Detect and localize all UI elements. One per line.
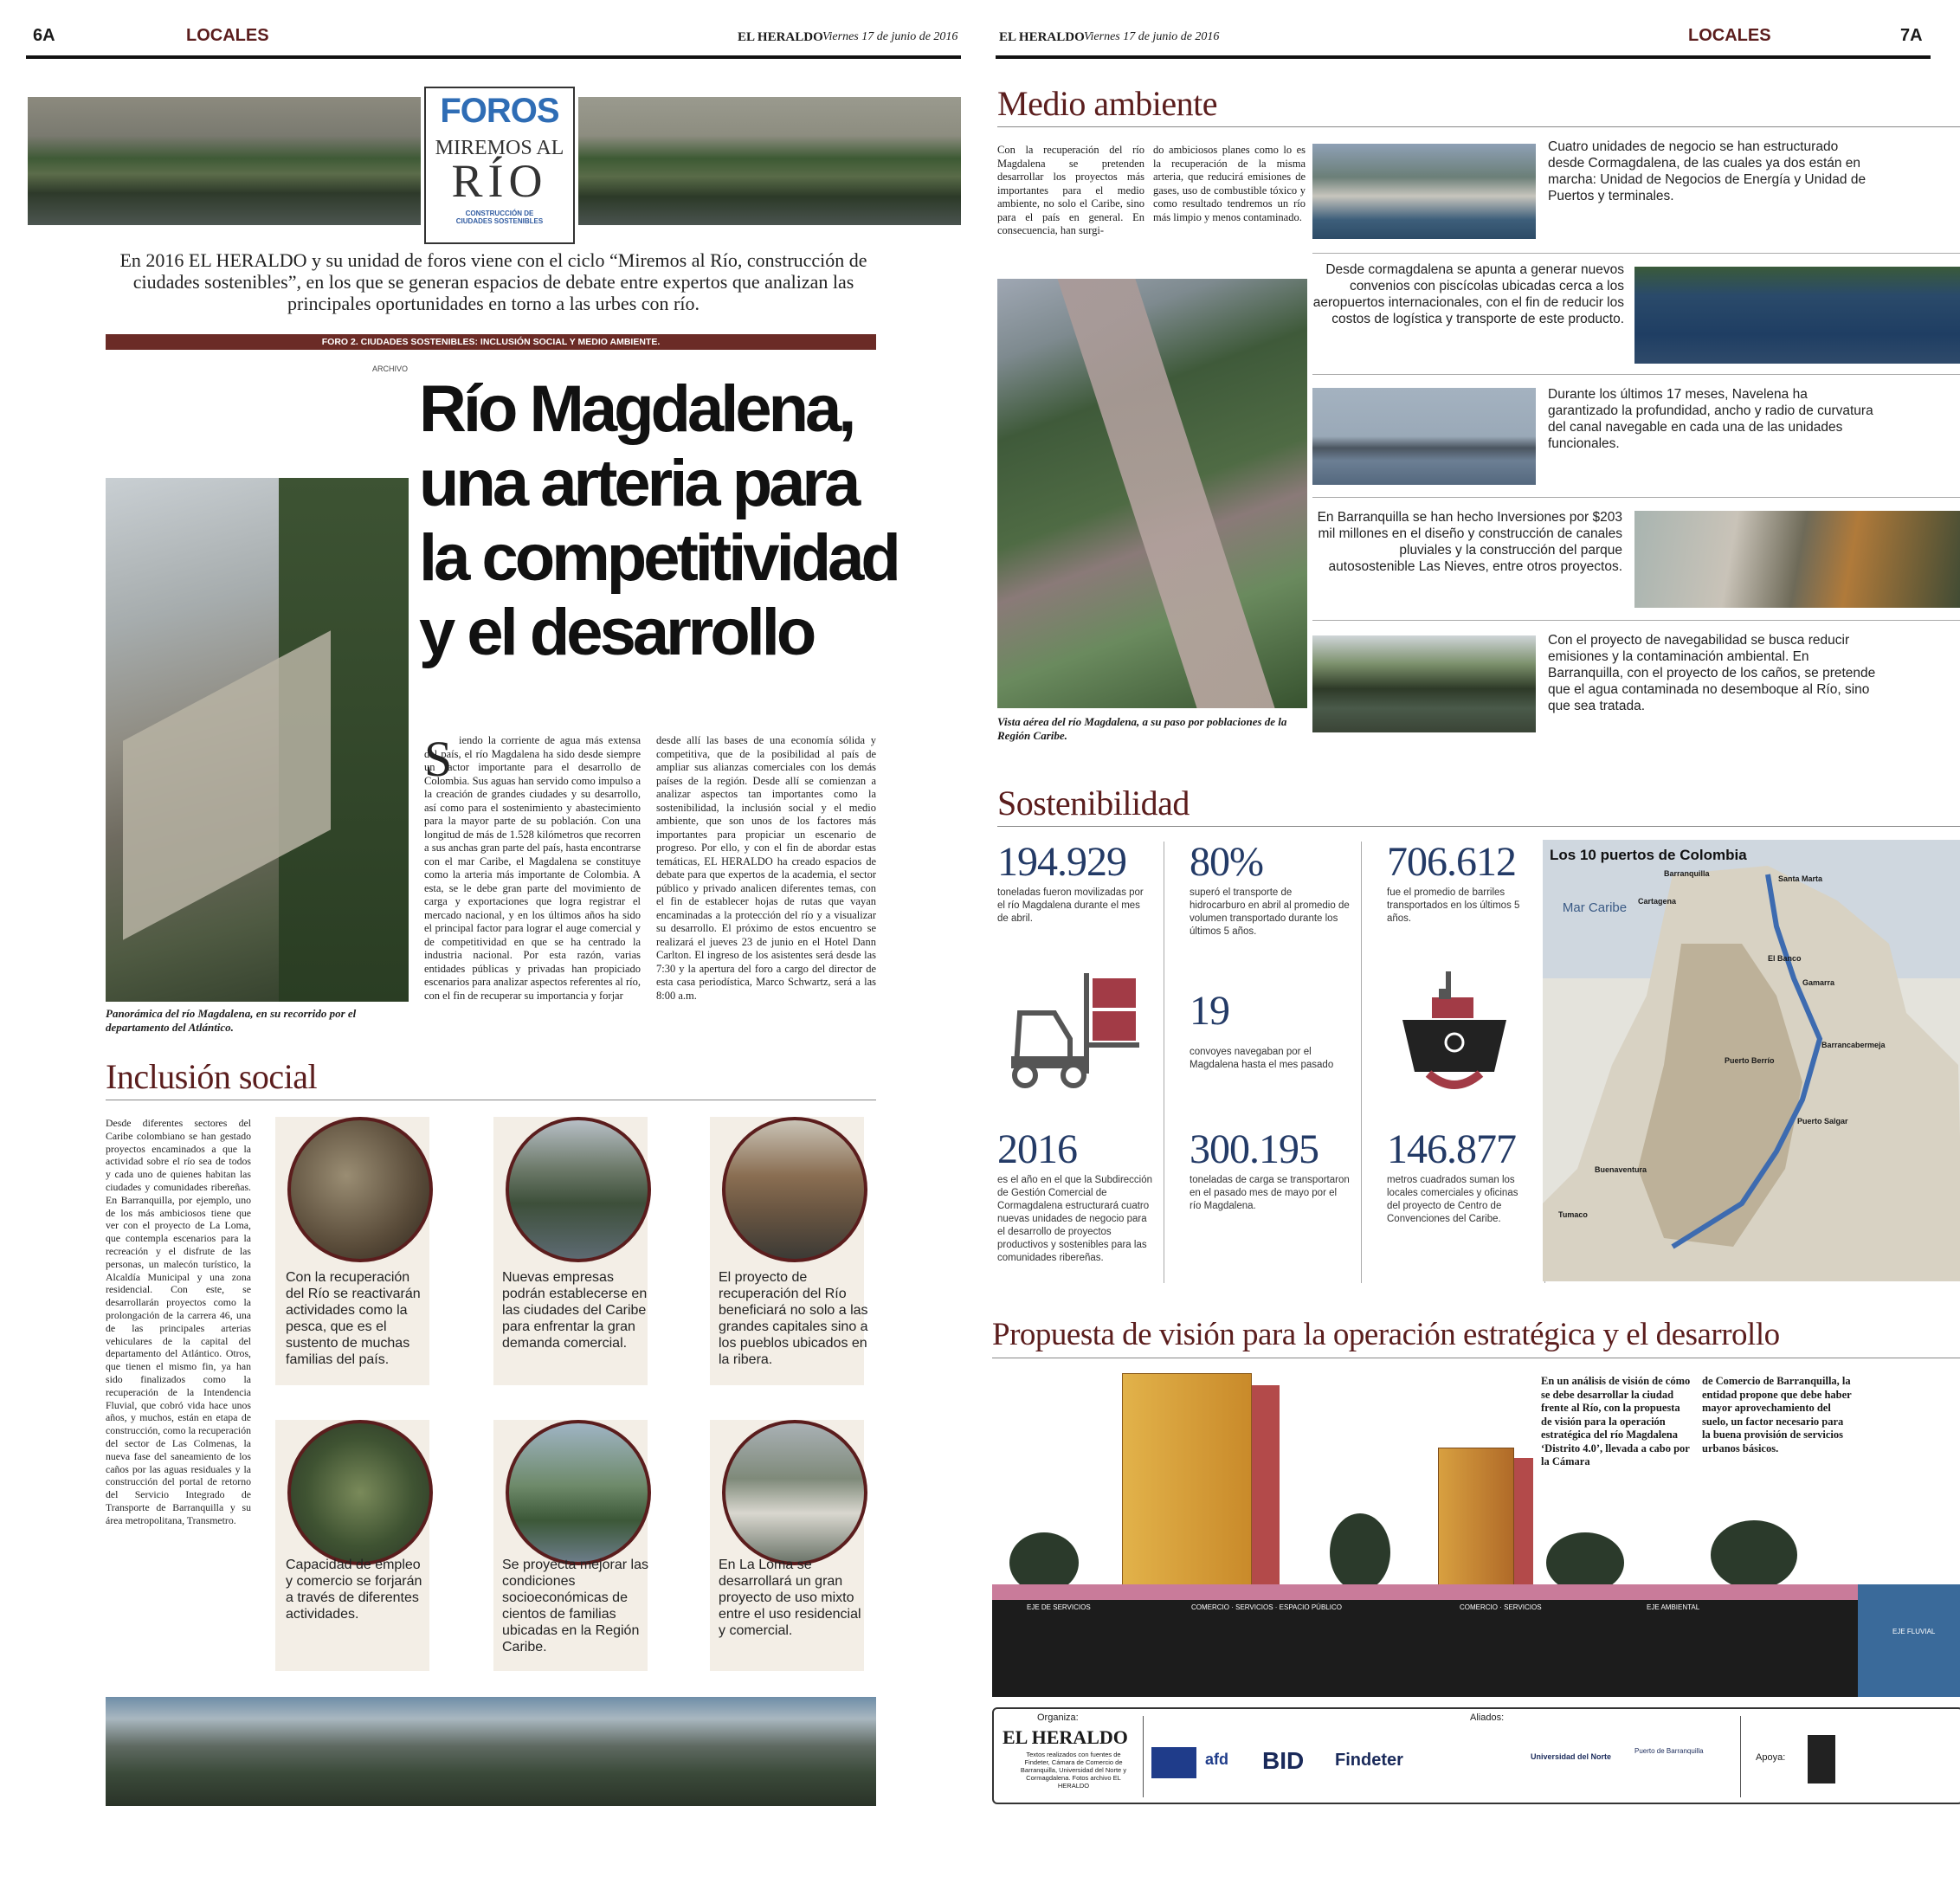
medio-item: En Barranquilla se han hecho Inversiones por $203 mil millones en el diseño y construcción de canales pluviales y la construcción del parque autosostenible Las Nieves, entre otros proyectos. — [1317, 510, 1622, 574]
medio-item: Desde cormagdalena se apunta a generar nuevos convenios con piscícolas ubicadas cerca a los aeropuertos internacionales, con el fin de reducir los costos de logística y transporte de este producto. — [1312, 262, 1624, 326]
stat-number: 194.929 — [997, 839, 1126, 885]
apoya-logo-icon — [1808, 1735, 1835, 1783]
headline-line: y el desarrollo — [419, 596, 814, 669]
park-photo — [287, 1420, 433, 1565]
sponsor-note: Textos realizados con fuentes de Findeter, Cámara de Comercio de Barranquilla, Universidad del Norte y Cormagdalena. Fotos archivo EL HERALDO — [1020, 1751, 1127, 1790]
headline-line: una arteria para — [419, 447, 858, 520]
afd-logo: afd — [1205, 1751, 1228, 1768]
puerto-logo: Puerto de Barranquilla — [1634, 1747, 1704, 1755]
circle-caption: Se proyecta mejorar las condiciones socioeconómicas de cientos de familias ubicadas en la Región Caribe. — [502, 1558, 648, 1654]
date: Viernes 17 de junio de 2016 — [1084, 30, 1220, 43]
inclusion-text: Desde diferentes sectores del Caribe colombiano se han gestado proyectos encaminados a que la actividad sobre el río sea de todos y cada uno de quienes habitan las ciudades y comunidades ribereñas. En Barranquilla, por ejemplo, uno de los más ambiciosos tiene que ver con el proyecto de La Loma, que contempla escenarios para la recreación y el disfrute de las personas, un malecón turístico, la Alcaldía Municipal y una zona residencial. Con este, se desarrollarán proyectos como la prolongación de la carrera 46, una de las principales arterias vehiculares de la capital del departamento del Atlántico. Otros, que tienen el mismo fin, ya han sido finalizados como la recuperación de la Intendencia Fluvial, que cobró vida hace unos años, y muchos, están en etapa de construcción, como la recuperación del sector de Las Colmenas, la nueva fase del saneamiento de los caños por las aguas residuales y la construcción del portal de retorno del Servicio Integrado de Transporte de Barranquilla y su área metropolitana, Transmetro. — [106, 1117, 251, 1526]
medio-item: Cuatro unidades de negocio se han estructurado desde Cormagdalena, de las cuales ya dos están en marcha: Unidad de Negocios de Energía y Unidad de Puertos y terminales. — [1548, 139, 1867, 203]
sostenibilidad-title: Sostenibilidad — [997, 784, 1190, 822]
propuesta-col-2: de Comercio de Barranquilla, la entidad propone que debe haber mayor aprovechamiento del suelo, un factor necesario para la buena provisión de servicios urbanos básicos. — [1702, 1375, 1852, 1455]
stat-text: es el año en el que la Subdirección de Gestión Comercial de Cormagdalena estructurará cuatro nuevas unidades de negocio para el desarrollo de proyectos productivos y sostenibles para las comunidades ribereñas. — [997, 1175, 1153, 1263]
ports-map — [1543, 840, 1960, 1281]
sponsor-divider — [1143, 1716, 1144, 1797]
body-col-2: desde allí las bases de una economía sólida y competitiva, que de la posibilidad al país de ampliar sus alianzas comerciales con los demás países de la región. Desde allí se comienzan a analizar aspectos tan importantes como la sostenibilidad, la inclusión social y el medio ambiente, que son unos de los factores más importantes para propiciar un escenario de progreso. Por ello, y con el fin de abordar estas temáticas, EL HERALDO ha creado espacios de debate para que expertos de la academia, el sector público y privado analicen diferentes temas, con el fin de establecer hojas de rutas que vayan encaminadas a la protección del río y a visualizar su desarrollo. El próximo de estos encuentro se realizará el jueves 23 de junio en el Hotel Dann Carlton. El ingreso de los asistentes será desde las 7:30 y la apertura del foro a cargo del director de esta casa periodística, Marco Schwartz, será a las 8:00 a.m. — [656, 734, 876, 1002]
medio-photo-1 — [1312, 144, 1536, 239]
building-photo — [722, 1117, 867, 1262]
bid-logo: BID — [1262, 1747, 1305, 1774]
date: Viernes 17 de junio de 2016 — [822, 30, 958, 43]
body-col-1: iendo la corriente de agua más extensa del país, el río Magdalena ha sido desde siempre un factor importante para el desarrollo de Colombia. Sus aguas han servido como impulso a la creación de grandes ciudades y su desarrollo, así como para el sostenimiento y abastecimiento para la mayor parte de su población. Con una longitud de más de 1.528 kilómetros que recorren a sus anchas gran parte del país, hasta encontrarse con el mar Caribe, el Magdalena se constituye como la arteria más importante de Colombia. A esta, se le debe gran parte del movimiento de carga y exportaciones que logra registrar el mercado nacional, y en los últimos años ha sido el principal factor para lograr el auge comercial y de competitividad en que se ha centrado la industria nacional. Por esta razón, varias entidades públicas y privadas han propiciado escenarios para analizar aspectos referentes al río, con el fin de recuperar su importancia y forjar — [424, 734, 641, 1002]
forklift-icon — [1003, 970, 1150, 1091]
banner-photo-left — [28, 97, 421, 225]
port-label: Cartagena — [1638, 897, 1677, 906]
medio-item: Durante los últimos 17 meses, Navelena ha garantizado la profundidad, ancho y radio de curvatura del canal navegable en cada una de las unidades funcionales. — [1548, 387, 1873, 451]
aerial-river-photo — [997, 279, 1307, 708]
aliados-label: Aliados: — [1470, 1713, 1505, 1723]
propuesta-title: Propuesta de visión para la operación estratégica y el desarrollo — [992, 1317, 1780, 1352]
photo-caption: Panorámica del río Magdalena, en su recorrido por el departamento del Atlántico. — [106, 1007, 357, 1034]
medio-divider — [1312, 620, 1960, 621]
waterfront-photo — [506, 1420, 651, 1565]
medio-divider — [1312, 497, 1960, 498]
port-label: Santa Marta — [1778, 874, 1823, 883]
urban-illustration — [992, 1368, 1960, 1697]
sostenibilidad-rule — [997, 826, 1960, 827]
circle-caption: En La Loma se desarrollará un gran proyecto de uso mixto entre el uso residencial y comercial. — [719, 1558, 861, 1638]
tower-1 — [1122, 1373, 1252, 1590]
section-label: LOCALES — [186, 26, 269, 45]
city-photo — [506, 1117, 651, 1262]
stat-number: 19 — [1190, 988, 1229, 1034]
headline — [419, 372, 904, 670]
foros-line1: MIREMOS AL — [435, 137, 564, 159]
heraldo-logo: EL HERALDO — [1003, 1726, 1128, 1748]
axis-label: EJE AMBIENTAL — [1647, 1603, 1700, 1611]
stat-text: convoyes navegaban por el Magdalena hasta el mes pasado — [1190, 1047, 1334, 1070]
stat-text: toneladas de carga se transportaron en el pasado mes de mayo por el río Magdalena. — [1190, 1175, 1350, 1211]
stat-number: 146.877 — [1387, 1126, 1516, 1172]
fishing-photo — [287, 1117, 433, 1262]
stat-text: fue el promedio de barriles transportados en los últimos 5 años. — [1387, 887, 1520, 924]
axis-label: COMERCIO · SERVICIOS · ESPACIO PÚBLICO — [1191, 1603, 1342, 1611]
port-label: Barrancabermeja — [1821, 1041, 1886, 1049]
tower-2-side — [1514, 1458, 1533, 1590]
medio-rule — [997, 126, 1960, 127]
sponsor-box — [992, 1707, 1960, 1804]
foros-word: FOROS — [440, 92, 559, 130]
circle-caption: El proyecto de recuperación del Río beneficiará no solo a las grandes capitales sino a los pueblos ubicados en la ribera. — [719, 1270, 868, 1367]
tree — [1711, 1520, 1797, 1590]
tree — [1330, 1513, 1390, 1591]
axis-label: EJE DE SERVICIOS — [1027, 1603, 1091, 1611]
pedestrian-walk — [992, 1584, 1858, 1600]
circle-caption: Con la recuperación del Río se reactivarán actividades como la pesca, que es el sustento de muchas familias del país. — [286, 1270, 421, 1367]
ship-icon — [1394, 966, 1515, 1096]
tower-1-side — [1252, 1385, 1280, 1590]
header-rule — [996, 55, 1931, 59]
map-sea-label: Mar Caribe — [1562, 900, 1628, 915]
stat-number: 2016 — [997, 1126, 1077, 1172]
la-loma-photo — [722, 1420, 867, 1565]
medio-photo-2 — [1634, 267, 1960, 364]
foro-banner: FORO 2. CIUDADES SOSTENIBLES: INCLUSIÓN SOCIAL Y MEDIO AMBIENTE. — [106, 334, 876, 350]
stat-number: 300.195 — [1190, 1126, 1318, 1172]
page-number: 6A — [33, 26, 55, 45]
eu-flag-icon — [1151, 1747, 1196, 1778]
headline-line: Río Magdalena, — [419, 372, 854, 446]
port-label: Gamarra — [1802, 978, 1835, 987]
medio-title: Medio ambiente — [997, 84, 1218, 123]
circle-caption: Nuevas empresas podrán establecerse en las ciudades del Caribe para enfrentar la gran demanda comercial. — [502, 1270, 648, 1351]
intro-text: En 2016 EL HERALDO y su unidad de foros viene con el ciclo “Miremos al Río, construcción de ciudades sostenibles”, en los que se generan espacios de debate entre expertos que analizan las principales oportunidades en torno a las urbes con río. — [119, 249, 867, 314]
right-page — [980, 0, 1960, 1877]
headline-line: la competitividad — [419, 521, 898, 595]
port-label: Tumaco — [1558, 1210, 1588, 1219]
stat-divider — [1361, 842, 1362, 1283]
masthead: EL HERALDO — [738, 30, 823, 44]
drop-cap: S — [424, 731, 453, 787]
stat-text: toneladas fueron movilizadas por el río Magdalena durante el mes de abril. — [997, 887, 1144, 924]
medio-divider — [1312, 374, 1960, 375]
medio-divider — [1312, 253, 1960, 254]
axis-label: COMERCIO · SERVICIOS — [1460, 1603, 1542, 1611]
photo-credit: ARCHIVO — [372, 364, 409, 373]
foros-logo — [424, 87, 575, 244]
river-section — [1858, 1584, 1960, 1697]
port-label: Puerto Salgar — [1797, 1117, 1848, 1126]
circle-caption: Capacidad de empleo y comercio se forjarán a través de diferentes actividades. — [286, 1558, 422, 1622]
axis-label: EJE FLUVIAL — [1892, 1628, 1936, 1635]
findeter-logo: Findeter — [1335, 1751, 1403, 1770]
port-label: Barranquilla — [1664, 869, 1710, 878]
river-band — [1057, 279, 1274, 708]
propuesta-col-1: En un análisis de visión de cómo se debe desarrollar la ciudad frente al Río, con la propuesta de visión para la operación estratégica del río Magdalena ‘Distrito 4.0’, llevada a cabo por la Cámara — [1541, 1375, 1691, 1467]
medio-photo-4 — [1634, 511, 1960, 608]
stat-text: superó el transporte de hidrocarburo en abril al promedio de volumen transportado durante los últimos 5 años. — [1190, 887, 1350, 937]
tower-2 — [1438, 1448, 1514, 1590]
city-aerial-photo — [106, 1697, 876, 1806]
medio-photo-5 — [1312, 635, 1536, 732]
port-label: El Banco — [1768, 954, 1802, 963]
medio-photo-3 — [1312, 388, 1536, 485]
port-label: Buenaventura — [1595, 1165, 1647, 1174]
foros-line3: CONSTRUCCIÓN DE CIUDADES SOSTENIBLES — [455, 210, 544, 225]
medio-col-2: do ambiciosos planes como lo es la recuperación de la misma arteria, que reducirá emisiones de gases, uso de combustible tóxico y como resultado tendremos un río más limpio y menos contaminado. — [1153, 144, 1306, 223]
big-photo-caption: Vista aérea del río Magdalena, a su paso por poblaciones de la Región Caribe. — [997, 715, 1287, 742]
masthead: EL HERALDO — [999, 30, 1085, 44]
foros-line2: RÍO — [451, 155, 548, 207]
stat-text: metros cuadrados suman los locales comerciales y oficinas del proyecto de Centro de Convenciones del Caribe. — [1387, 1175, 1518, 1224]
medio-col-1: Con la recuperación del río Magdalena se pretenden desarrollar los proyectos más importantes para el medio ambiente, no solo el Caribe, sino para el país en general. En consecuencia, han surgi- — [997, 144, 1144, 236]
medio-item: Con el proyecto de navegabilidad se busca reducir emisiones y la contaminación ambiental. En Barranquilla, con el proyecto de los caños, se pretende que el agua contaminada no desemboque al Río, sino que sea tratada. — [1548, 633, 1876, 713]
banner-photo-right — [578, 97, 961, 225]
page-number: 7A — [1900, 26, 1923, 45]
stat-number: 706.612 — [1387, 839, 1516, 885]
uninorte-logo: Universidad del Norte — [1531, 1752, 1612, 1761]
apoya-label: Apoya: — [1756, 1752, 1786, 1763]
organiza-label: Organiza: — [1037, 1713, 1079, 1723]
sponsor-divider — [1740, 1716, 1741, 1797]
port-label: Puerto Berrío — [1725, 1056, 1775, 1065]
main-photo — [106, 478, 409, 1002]
section-label: LOCALES — [1688, 26, 1771, 45]
stat-number: 80% — [1190, 839, 1263, 885]
inclusion-title: Inclusión social — [106, 1057, 318, 1096]
section-base — [992, 1600, 1858, 1697]
header-rule — [26, 55, 961, 59]
map-title: Los 10 puertos de Colombia — [1550, 847, 1747, 863]
